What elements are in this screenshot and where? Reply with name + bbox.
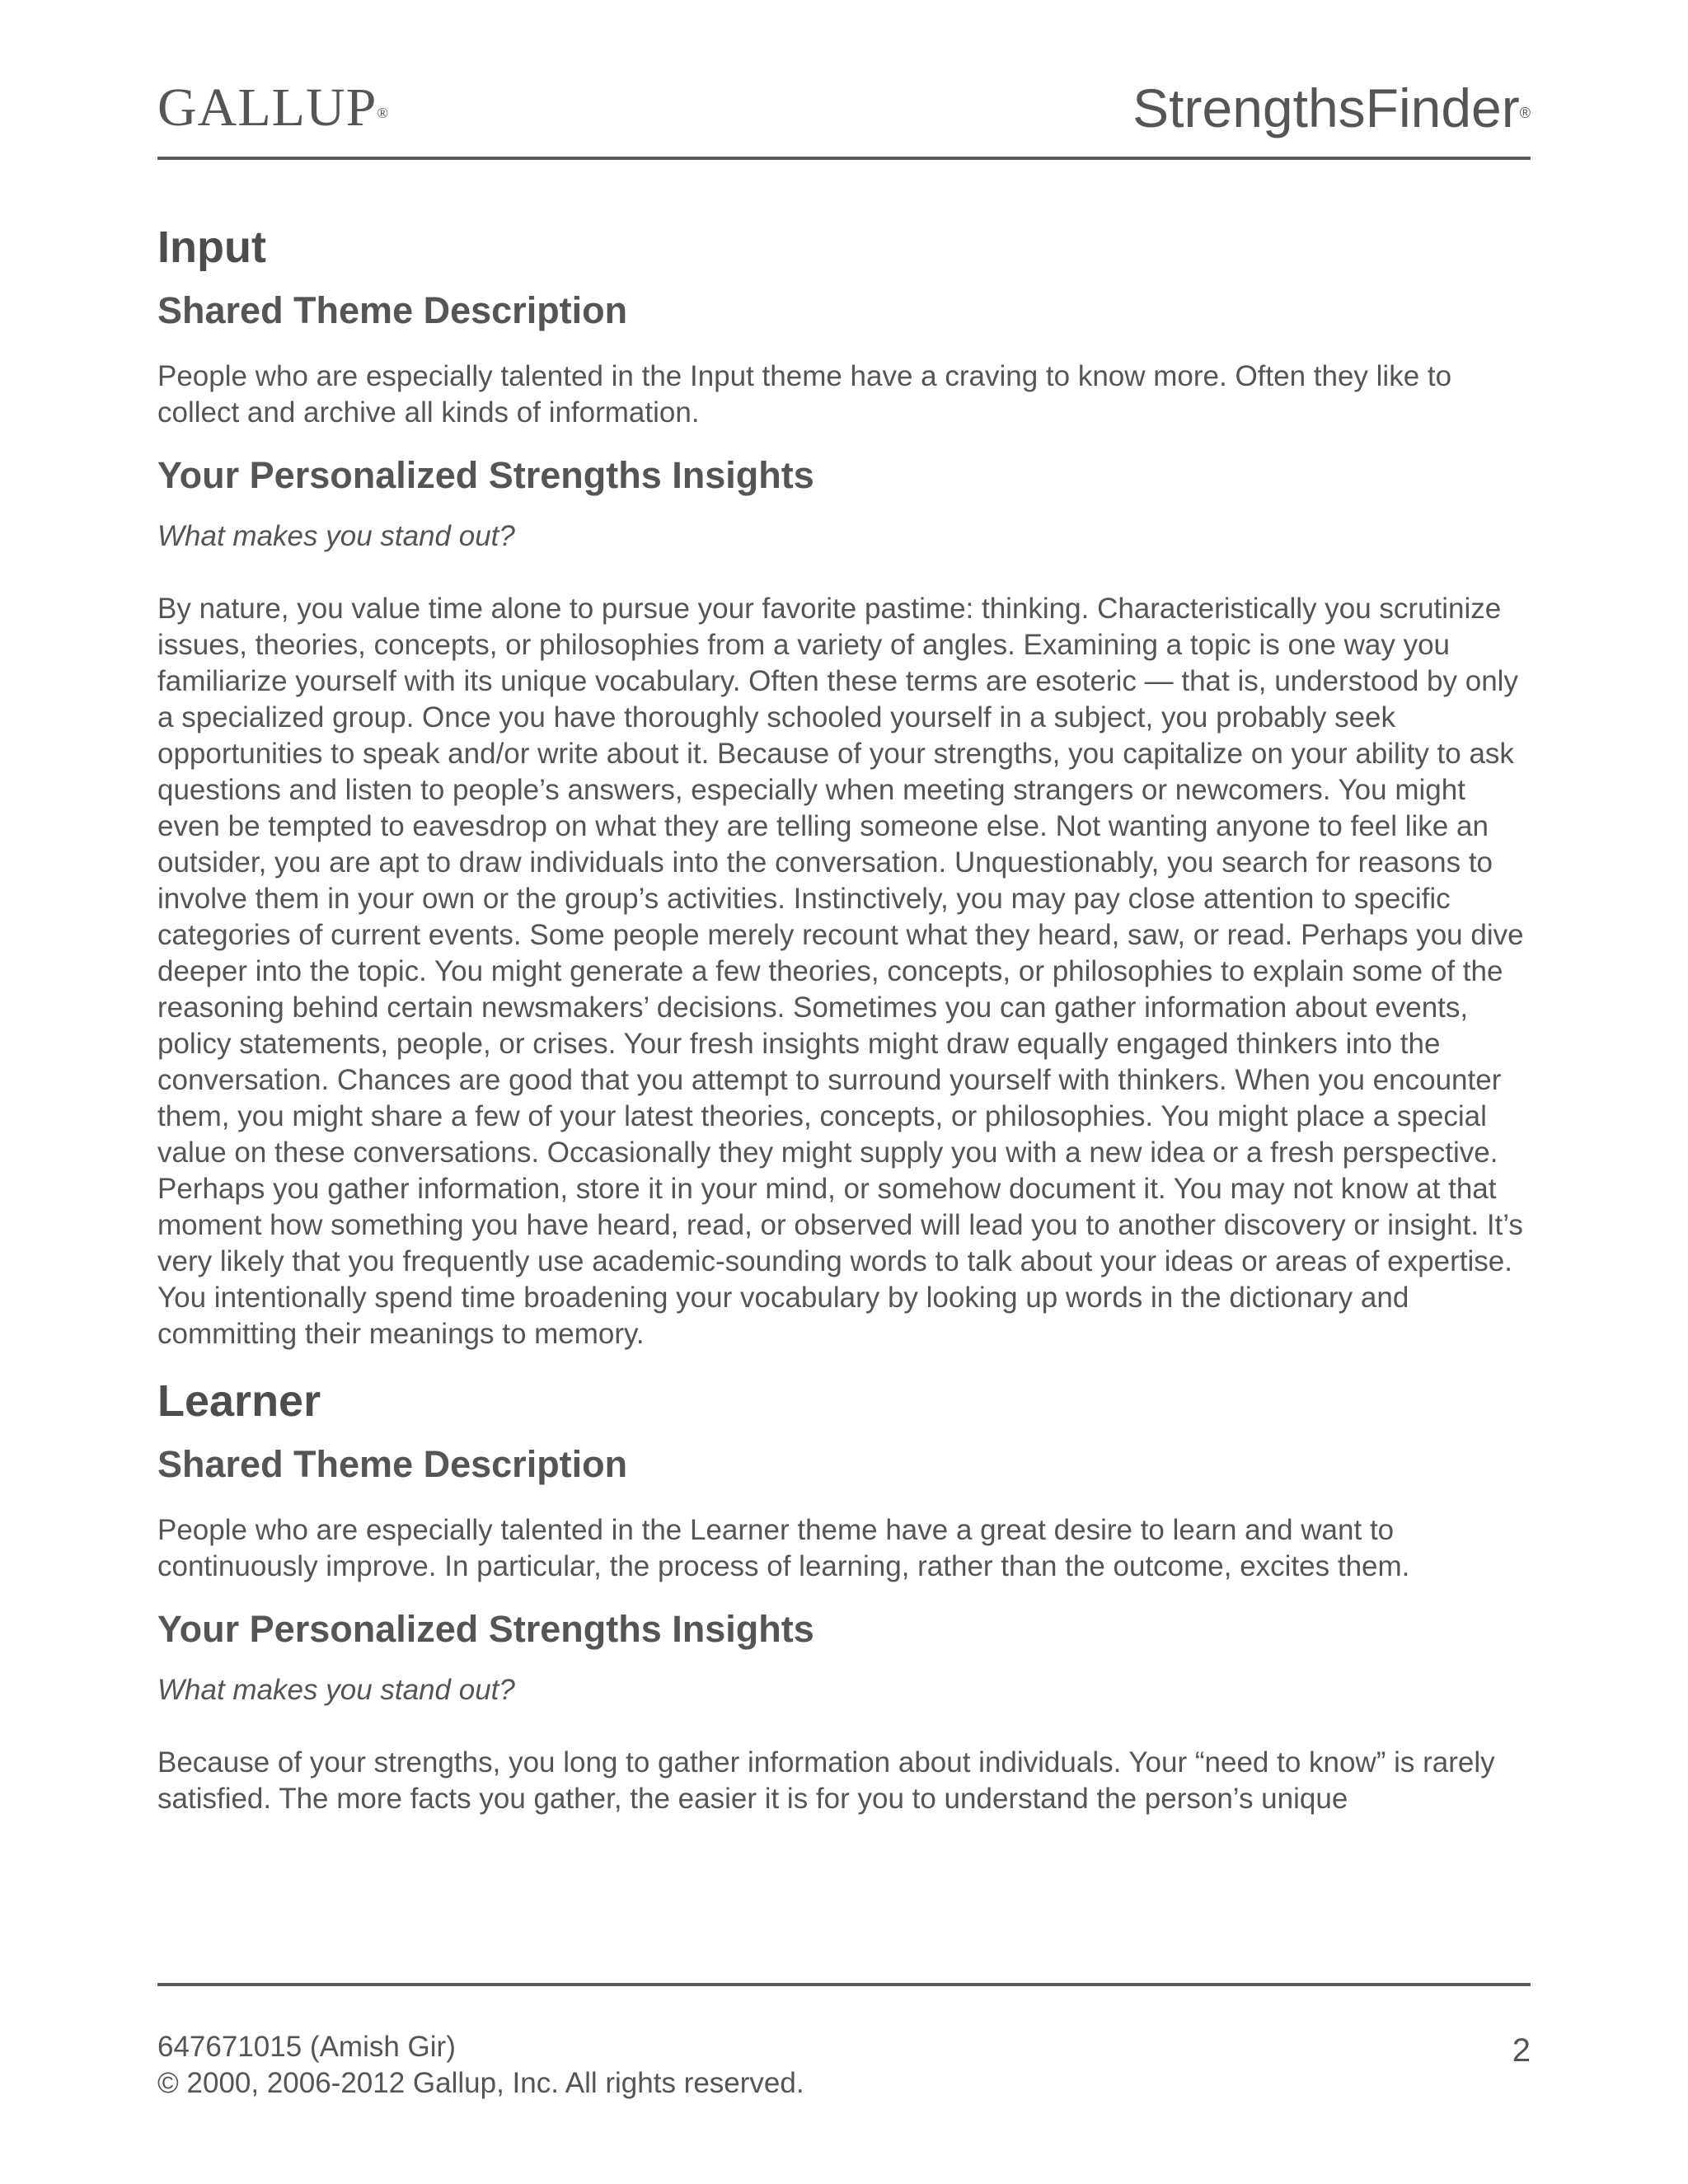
stand-out-question: What makes you stand out? [157, 1674, 515, 1706]
shared-theme-text: People who are especially talented in the Learner theme have a great desire to learn and want to continuously improve. In particular, the process of learning, rather than the outcome, excites them. [157, 1514, 1410, 1582]
shared-theme-heading: Shared Theme Description [157, 1443, 628, 1485]
page-footer [157, 2029, 1531, 2102]
insights-text: By nature, you value time alone to pursue your favorite pastime: thinking. Characteristically you scrutinize issues, theories, concepts, or philosophies from a variety of angles. Examining a topic is one way you familiarize yourself with its unique vocabulary. Often these terms are esoteric — that is, understood by only a specialized group. Once you have thoroughly schooled yourself in a subject, you probably seek opportunities to speak and/or write about it. Because of your strengths, you capitalize on your ability to ask questions and listen to people’s answers, especially when meeting strangers or newcomers. You might even be tempted to eavesdrop on what they are telling someone else. Not wanting anyone to feel like an outsider, you are apt to draw individuals into the conversation. Unquestionably, you search for reasons to involve them in your own or the group’s activities. Instinctively, you may pay close attention to specific categories of current events. Some people merely recount what they heard, saw, or read. Perhaps you dive deeper into the topic. You might generate a few theories, concepts, or philosophies to explain some of the reasoning behind certain newsmakers’ decisions. Sometimes you can gather information about events, policy statements, people, or crises. Your fresh insights might draw equally engaged thinkers into the conversation. Chances are good that you attempt to surround yourself with thinkers. When you encounter them, you might share a few of your latest theories, concepts, or philosophies. You might place a special value on these conversations. Occasionally they might supply you with a new idea or a fresh perspective. Perhaps you gather information, store it in your mind, or somehow document it. You may not know at that moment how something you have heard, read, or observed will lead you to another discovery or insight. It’s very likely that you frequently use academic-sounding words to talk about your ideas or areas of expertise. You intentionally spend time broadening your vocabulary by looking up words in the dictionary and committing their meanings to memory. [157, 593, 1524, 1350]
stand-out-question: What makes you stand out? [157, 520, 515, 552]
insights-heading: Your Personalized Strengths Insights [157, 454, 814, 496]
theme-title: Learner [157, 1376, 321, 1426]
insights-text: Because of your strengths, you long to gather information about individuals. Your “need to know” is rarely satisfied. The more facts you gather, the easier it is for you to understand the person’s unique [157, 1746, 1495, 1815]
theme-section-learner [157, 1372, 1531, 1817]
strengthsfinder-logo-text: StrengthsFinder [1132, 77, 1520, 138]
strengthsfinder-registered-mark: ® [1519, 105, 1531, 121]
shared-theme-text: People who are especially talented in the Input theme have a craving to know more. Often they like to collect and archive all kinds of information. [157, 360, 1452, 429]
page-header [157, 79, 1531, 137]
report-id: 647671015 (Amish Gir) [157, 2031, 456, 2063]
footer-divider [157, 1983, 1531, 1986]
gallup-logo-text: GALLUP [157, 77, 377, 138]
copyright-notice: © 2000, 2006-2012 Gallup, Inc. All rights reserved. [157, 2067, 804, 2099]
theme-section-input [157, 218, 1531, 1352]
shared-theme-heading: Shared Theme Description [157, 289, 628, 331]
header-divider [157, 157, 1531, 160]
gallup-logo [157, 79, 389, 137]
theme-title: Input [157, 223, 266, 272]
report-page [157, 0, 1531, 2184]
gallup-registered-mark: ® [377, 105, 390, 121]
strengthsfinder-logo [1132, 79, 1531, 137]
insights-heading: Your Personalized Strengths Insights [157, 1608, 814, 1650]
page-content [157, 218, 1531, 1817]
page-number: 2 [1512, 2032, 1531, 2069]
